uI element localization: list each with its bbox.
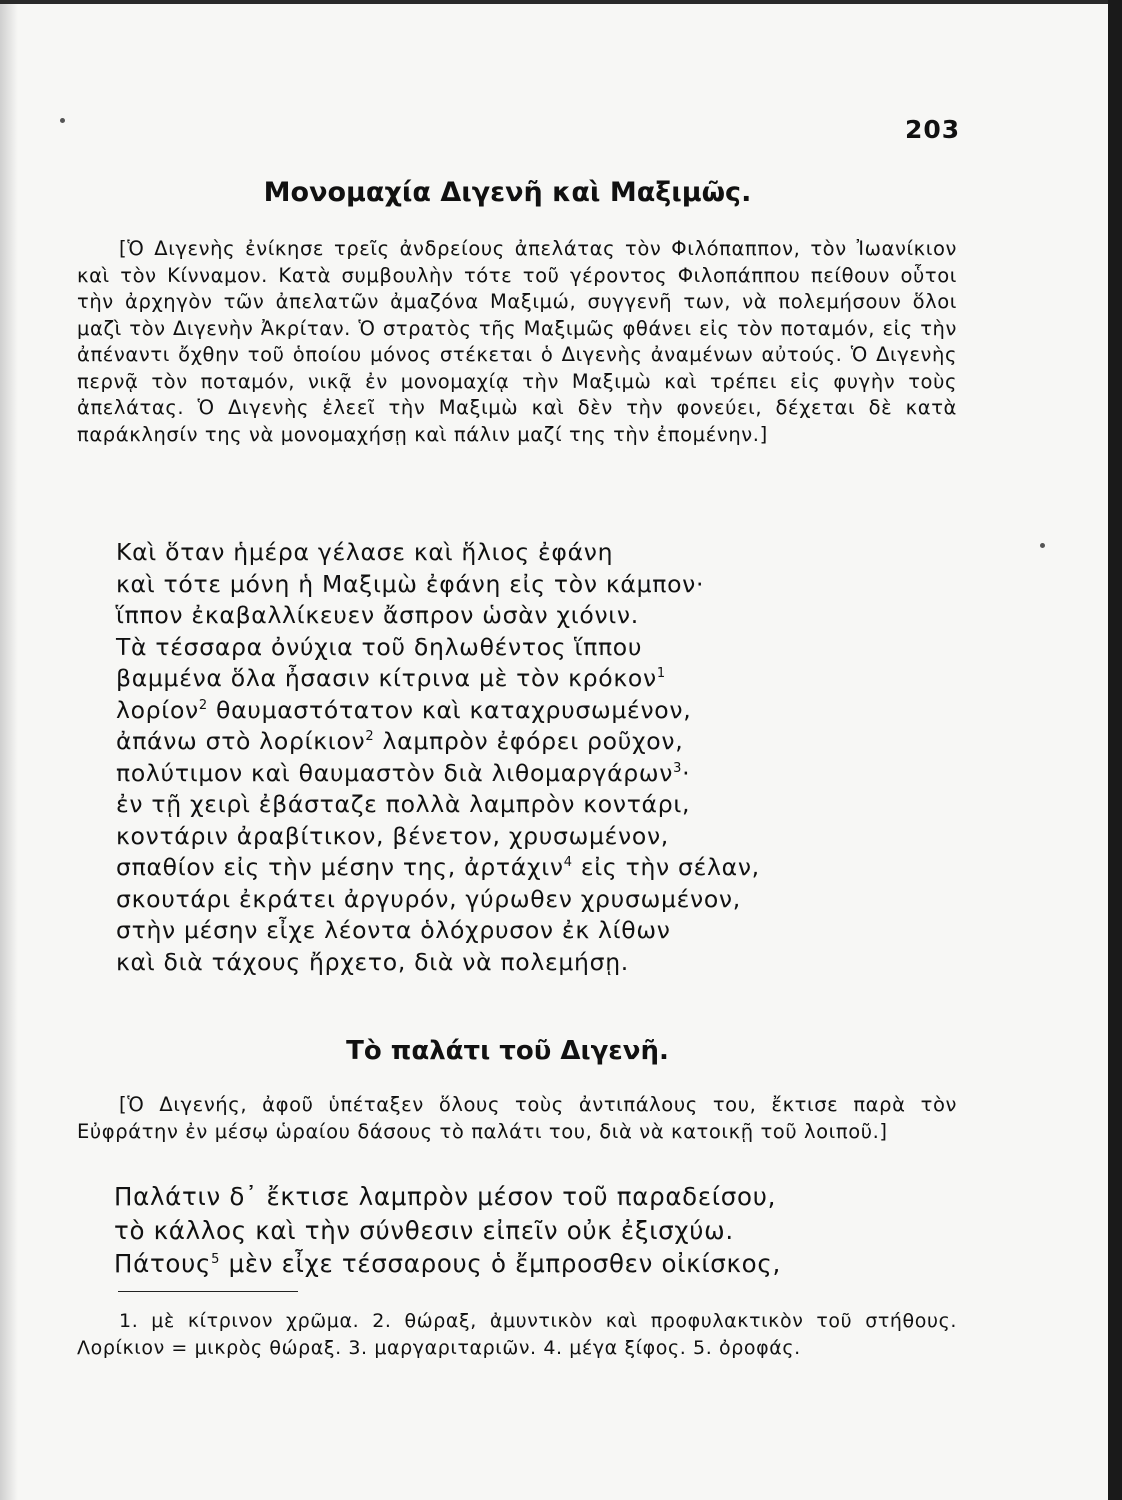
verse-line: ἵππον ἐκαβαλλίκευεν ἄσπρον ὡσὰν χιόνιν. bbox=[116, 601, 639, 629]
verse-text: λαμπρὸν ἐφόρει ροῦχον, bbox=[382, 727, 684, 755]
verse-punct: · bbox=[682, 758, 691, 787]
top-edge-rule bbox=[0, 0, 1122, 4]
footnote-divider bbox=[118, 1291, 298, 1292]
section-title: Μονομαχία Διγενῆ καὶ Μαξιμῶς. bbox=[263, 177, 752, 208]
verse-text: ἀπάνω στὸ λορίκιον bbox=[116, 727, 366, 755]
verse-text: πολύτιμον καὶ θαυμαστὸν διὰ λιθομαργάρων bbox=[116, 758, 674, 787]
margin-speck bbox=[60, 118, 65, 123]
verse-line: στὴν μέσην εἶχε λέοντα ὁλόχρυσον ἐκ λίθων bbox=[116, 916, 671, 944]
verse-line bbox=[114, 1247, 964, 1281]
verse-line bbox=[116, 695, 966, 727]
footnote-ref: 4 bbox=[563, 855, 573, 871]
footnote-ref: 3 bbox=[673, 760, 683, 776]
verse-line: καὶ διὰ τάχους ἤρχετο, διὰ νὰ πολεμήσῃ. bbox=[116, 947, 629, 976]
footnote-ref: 5 bbox=[211, 1251, 221, 1267]
verse-text: εἰς τὴν σέλαν, bbox=[580, 853, 760, 881]
verse-line bbox=[116, 758, 966, 790]
verse-text: λορίον bbox=[116, 695, 199, 724]
verse-line: Παλάτιν δ᾽ ἔκτισε λαμπρὸν μέσον τοῦ παραδείσου, bbox=[114, 1182, 777, 1211]
verse-line bbox=[116, 852, 966, 884]
verse-line: κοντάριν ἀραβίτικον, βένετον, χρυσωμένον, bbox=[116, 821, 669, 850]
footnote-ref: 2 bbox=[365, 729, 375, 745]
verse-text: σπαθίον εἰς τὴν μέσην της, ἀρτάχιν bbox=[116, 853, 564, 881]
verse-line: τὸ κάλλος καὶ τὴν σύνθεσιν εἰπεῖν οὐκ ἐξισχύω. bbox=[114, 1215, 734, 1245]
footnote-ref: 1 bbox=[656, 666, 666, 682]
footnotes: 1. μὲ κίτρινον χρῶμα. 2. θώραξ, ἀμυντικὸν καὶ προφυλακτικὸν τοῦ στήθους. Λορίκιον = μικρὸς θώραξ. 3. μαργαριταριῶν. 4. μέγα ξίφος. 5. ὀροφάς. bbox=[77, 1310, 957, 1359]
page-number: 203 bbox=[905, 115, 961, 144]
footnote-ref: 2 bbox=[198, 697, 208, 713]
verse-line: καὶ τότε μόνη ἡ Μαξιμὼ ἐφάνη εἰς τὸν κάμπον· bbox=[116, 569, 705, 598]
section-title: Τὸ παλάτι τοῦ Διγενῆ. bbox=[346, 1036, 669, 1066]
verse-line bbox=[116, 726, 966, 758]
verse-text: Πάτους bbox=[114, 1249, 212, 1278]
verse-line: ἐν τῇ χειρὶ ἐβάσταζε πολλὰ λαμπρὸν κοντάρι, bbox=[116, 790, 691, 818]
section-summary: [Ὁ Διγενής, ἀφοῦ ὑπέταξεν ὅλους τοὺς ἀντιπάλους του, ἔκτισε παρὰ τὸν Εὐφράτην ἐν μέσῳ ὡραίου δάσους τὸ παλάτι του, διὰ νὰ κατοικῇ τοῦ λοιποῦ.] bbox=[77, 1093, 957, 1143]
verse-text: μὲν εἶχε τέσσαρους ὁ ἔμπροσθεν οἰκίσκος, bbox=[228, 1249, 781, 1278]
section-summary: [Ὁ Διγενὴς ἐνίκησε τρεῖς ἀνδρείους ἀπελάτας τὸν Φιλόπαππον, τὸν Ἰωανίκιον καὶ τὸν Κίνναμον. Κατὰ συμβουλὴν τότε τοῦ γέροντος Φιλοπάππου πείθουν οὗτοι τὴν ἀρχηγὸν τῶν ἀπελατῶν ἀμαζόνα Μαξιμώ, συγγενῆ των, νὰ πολεμήσουν ὅλοι μαζὶ τὸν Διγενὴν Ἀκρίταν. Ὁ στρατὸς τῆς Μαξιμῶς φθάνει εἰς τὸν ποταμόν, εἰς τὴν ἀπέναντι ὄχθην τοῦ ὁποίου μόνος στέκεται ὁ Διγενὴς ἀναμένων αὐτούς. Ὁ Διγενὴς περνᾷ τὸν ποταμόν, νικᾷ ἐν μονομαχίᾳ τὴν Μαξιμὼ καὶ τρέπει εἰς φυγὴν τοὺς ἀπελάτας. Ὁ Διγενὴς ἐλεεῖ τὴν Μαξιμὼ καὶ δὲν τὴν φονεύει, δέχεται δὲ κατὰ παράκλησίν της νὰ μονομαχήσῃ καὶ πάλιν μαζί της τὴν ἐπομένην.] bbox=[77, 237, 957, 446]
verse-line: σκουτάρι ἐκράτει ἀργυρόν, γύρωθεν χρυσωμένον, bbox=[116, 884, 741, 913]
verse-line: Τὰ τέσσαρα ὀνύχια τοῦ δηλωθέντος ἵππου bbox=[116, 632, 643, 661]
margin-speck bbox=[1040, 543, 1045, 548]
verse-block bbox=[114, 1180, 964, 1281]
verse-line: Καὶ ὅταν ἡμέρα γέλασε καὶ ἥλιος ἐφάνη bbox=[116, 538, 614, 566]
verse-text: βαμμένα ὅλα ἦσασιν κίτρινα μὲ τὸν κρόκον bbox=[116, 664, 657, 692]
verse-text: θαυμαστότατον καὶ καταχρυσωμένον, bbox=[216, 695, 692, 724]
verse-line bbox=[116, 663, 966, 695]
verse-block bbox=[116, 537, 966, 978]
